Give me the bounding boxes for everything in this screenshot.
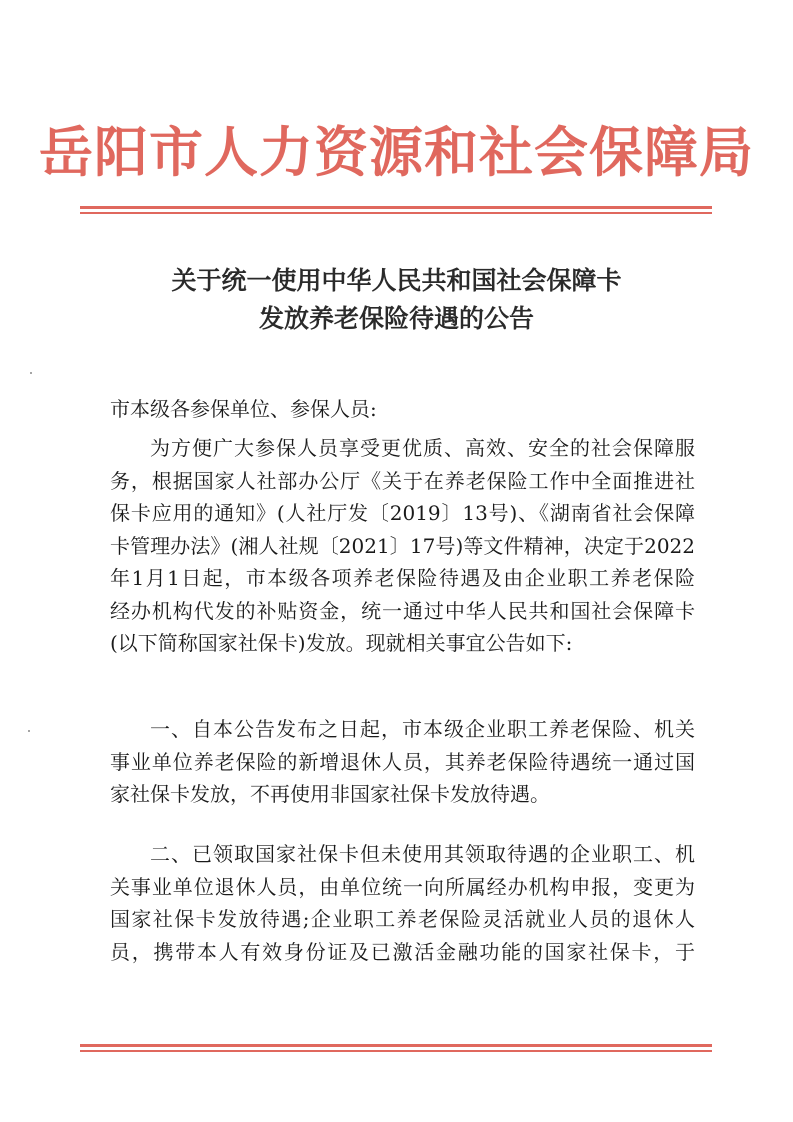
paragraph-line: 二、已领取国家社保卡但未使用其领取待遇的企业职工、机 [150,842,695,866]
scan-speck [28,730,30,732]
divider-thin-line [80,212,712,214]
divider-thick-line [80,1044,712,1047]
document-title [0,262,793,338]
salutation: 市本级各参保单位、参保人员: [110,397,377,421]
scan-speck [30,372,32,374]
paragraph-line: 年1月1日起，市本级各项养老保险待遇及由企业职工养老保险 [110,566,695,590]
document-title-line-2: 发放养老保险待遇的公告 [258,304,534,333]
paragraph-line: 保卡应用的通知》(人社厅发〔2019〕13号)、《湖南省社会保障 [110,501,695,525]
paragraph-line: 经办机构代发的补贴资金，统一通过中华人民共和国社会保障卡 [110,598,695,623]
divider-thin-line [80,1050,712,1052]
paragraph-line: 一、自本公告发布之日起，市本级企业职工养老保险、机关 [150,717,695,741]
paragraph-line: 为方便广大参保人员享受更优质、高效、安全的社会保障服 [150,436,695,460]
divider-thick-line [80,206,712,209]
paragraph-line: 事业单位养老保险的新增退休人员，其养老保险待遇统一通过国 [110,749,695,774]
paragraph-line: 家社保卡发放，不再使用非国家社保卡发放待遇。 [110,782,550,806]
paragraph-line: 国家社保卡发放待遇;企业职工养老保险灵活就业人员的退休人 [110,907,695,931]
paragraph-line: 卡管理办法》(湘人社规〔2021〕17号)等文件精神，决定于2022 [110,533,695,558]
paragraph-item-2 [110,838,695,968]
paragraph-item-1 [110,713,695,811]
letterhead-divider [80,206,712,214]
paragraph-line: 员，携带本人有效身份证及已激活金融功能的国家社保卡，于 [110,939,695,964]
paragraph-intro [110,432,695,660]
footer-divider [80,1044,712,1052]
paragraph-line: (以下简称国家社保卡)发放。现就相关事宜公告如下: [110,631,573,655]
paragraph-line: 关事业单位退休人员，由单位统一向所属经办机构申报，变更为 [110,874,695,899]
document-title-line-1: 关于统一使用中华人民共和国社会保障卡 [171,266,622,295]
letterhead-title: 岳阳市人力资源和社会保障局 [39,121,754,184]
paragraph-line: 务，根据国家人社部办公厅《关于在养老保险工作中全面推进社 [110,468,695,493]
